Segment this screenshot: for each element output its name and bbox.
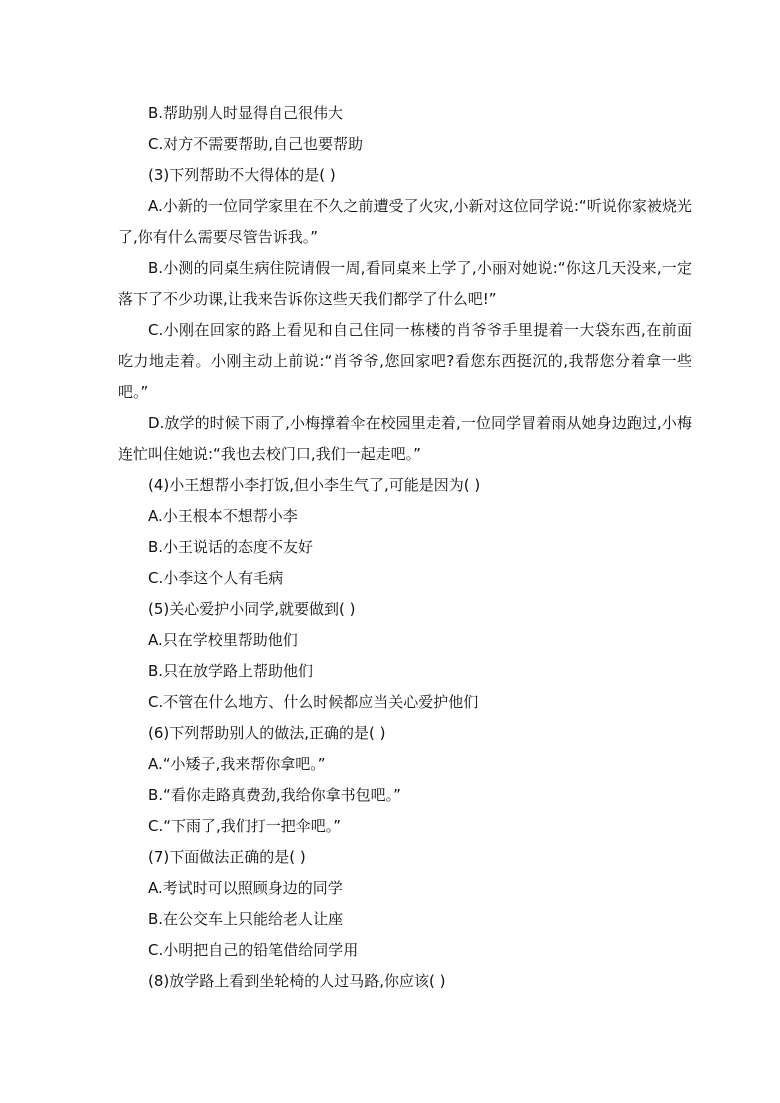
question-4-option-b: B.小王说话的态度不友好	[148, 538, 314, 556]
question-3-option-b: B.小测的同桌生病住院请假一周,看同桌来上学了,小丽对她说:“你这几天没来,一定落下了不少功课,让我来告诉你这些天我们都学了什么吧!”	[118, 259, 692, 308]
question-7-option-a: A.考试时可以照顾身边的同学	[148, 879, 343, 897]
question-5: (5)关心爱护小同学,就要做到( )	[148, 600, 356, 618]
question-3: (3)下列帮助不大得体的是( )	[148, 166, 336, 184]
question-7-option-b: B.在公交车上只能给老人让座	[148, 910, 344, 928]
question-8: (8)放学路上看到坐轮椅的人过马路,你应该( )	[148, 972, 446, 990]
question-3-option-c: C.小刚在回家的路上看见和自己住同一栋楼的肖爷爷手里提着一大袋东西,在前面吃力地走着。小刚主动上前说:“肖爷爷,您回家吧?看您东西挺沉的,我帮您分着拿一些吧。”	[118, 321, 692, 401]
question-4: (4)小王想帮小李打饭,但小李生气了,可能是因为( )	[148, 476, 481, 494]
question-3-option-d: D.放学的时候下雨了,小梅撑着伞在校园里走着,一位同学冒着雨从她身边跑过,小梅连忙叫住她说:“我也去校门口,我们一起走吧。”	[118, 414, 692, 463]
question-4-option-a: A.小王根本不想帮小李	[148, 507, 298, 525]
question-5-option-c: C.不管在什么地方、什么时候都应当关心爱护他们	[148, 693, 479, 711]
option-b: B.帮助别人时显得自己很伟大	[148, 104, 344, 122]
question-6-option-b: B.“看你走路真费劲,我给你拿书包吧。”	[148, 786, 401, 804]
question-3-option-a: A.小新的一位同学家里在不久之前遭受了火灾,小新对这位同学说:“听说你家被烧光了,你有什么需要尽管告诉我。”	[118, 197, 692, 246]
question-5-option-a: A.只在学校里帮助他们	[148, 631, 298, 649]
question-7-option-c: C.小明把自己的铅笔借给同学用	[148, 941, 359, 959]
question-6-option-c: C.“下雨了,我们打一把伞吧。”	[148, 817, 342, 835]
question-content	[118, 98, 692, 997]
question-6: (6)下列帮助别人的做法,正确的是( )	[148, 724, 386, 742]
question-7: (7)下面做法正确的是( )	[148, 848, 306, 866]
option-c: C.对方不需要帮助,自己也要帮助	[148, 135, 364, 153]
question-5-option-b: B.只在放学路上帮助他们	[148, 662, 314, 680]
question-4-option-c: C.小李这个人有毛病	[148, 569, 284, 587]
question-6-option-a: A.“小矮子,我来帮你拿吧。”	[148, 755, 326, 773]
